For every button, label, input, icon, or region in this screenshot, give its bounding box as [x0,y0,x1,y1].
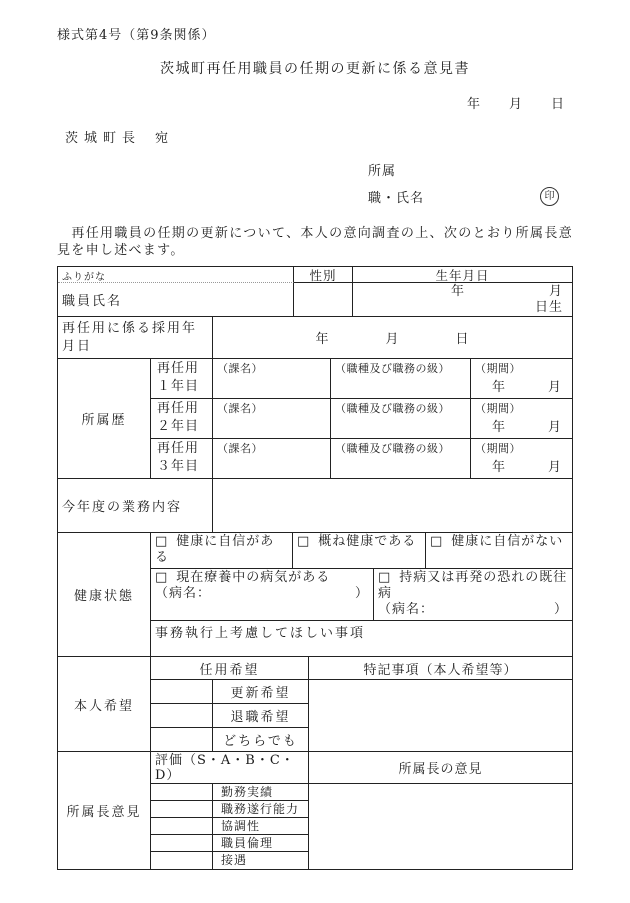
hire-date-label: 再任用に係る採用年月日 [58,317,213,359]
comment-input-cell[interactable] [309,784,572,869]
addressee-suffix: 宛 [155,131,170,146]
history-year-1 [151,359,213,399]
eval-items-col [151,784,309,869]
wish-option-row-either [151,728,309,752]
history-year-2-l2: ２年目 [157,419,200,434]
wish-retire-label: 退職希望 [213,704,309,728]
history-year-2 [151,399,213,439]
form-number: 様式第4号（第9条関係） [57,28,216,43]
health-option-mostly [293,533,426,569]
name-row [58,283,572,317]
health-chronic-label: 持病又は再発の恐れの既往病 [378,570,568,601]
health-current-illness-label: 現在療養中の病気がある [176,570,331,585]
history-section-input-2[interactable]: （課名） [213,399,331,439]
seal-mark-icon: 印 [540,187,559,206]
wish-renew-check-cell[interactable] [151,680,213,704]
eval-row-ethics [151,835,309,852]
history-year-3-l2: ３年目 [157,459,200,474]
eval-ability-input-cell[interactable] [151,801,213,818]
eval-ethics-input-cell[interactable] [151,835,213,852]
health-option-confident [151,533,293,569]
history-period-input-1[interactable] [471,359,572,399]
opinion-form-table [57,266,573,870]
eval-row-ability [151,801,309,818]
health-current-illness-line [155,570,369,586]
eval-cooperation-label: 協調性 [213,818,309,835]
eval-row-service [151,852,309,869]
work-content-label: 今年度の業務内容 [58,479,213,533]
wish-header-row [151,657,572,680]
wish-either-label: どちらでも [213,728,309,752]
disease-close: ） [354,586,369,601]
history-year-3 [151,439,213,479]
history-job-input-3[interactable]: （職種及び職務の級） [331,439,471,479]
history-job-input-1[interactable]: （職種及び職務の級） [331,359,471,399]
disease-open: （病名： [378,602,435,617]
sex-input-cell[interactable] [294,283,353,317]
furigana-header-row [58,267,572,283]
employee-name-cell[interactable]: 職員氏名 [58,283,294,317]
health-consideration-input-cell[interactable]: 事務執行上考慮してほしい事項 [151,621,572,657]
history-period-input-3[interactable] [471,439,572,479]
health-option-mostly-label: 概ね健康である [318,534,417,549]
wish-options-row [151,680,572,752]
health-chronic-line [378,570,568,602]
opinion-body [151,752,572,869]
history-job-input-2[interactable]: （職種及び職務の級） [331,399,471,439]
comment-header: 所属長の意見 [309,752,572,784]
wish-renew-label: 更新希望 [213,680,309,704]
health-section [58,533,572,657]
wish-option-row-retire [151,704,309,728]
wish-label: 本人希望 [58,657,151,752]
notes-input-cell[interactable] [309,680,572,752]
page-title: 茨城町再任用職員の任期の更新に係る意見書 [160,61,470,77]
work-content-input-cell[interactable] [213,479,572,533]
eval-service-input-cell[interactable] [151,852,213,869]
hire-date-input-cell[interactable]: 年 月 日 [213,317,572,359]
birth-year-month: 年 月 [450,284,563,299]
sex-label: 性別 [294,267,353,283]
health-option-chronic [374,569,572,621]
history-period-value-2: 年 月 [491,420,562,435]
health-label: 健康状態 [58,533,151,657]
furigana-label: ふりがな [58,267,294,283]
health-option-current-illness [151,569,374,621]
history-section [58,359,572,479]
addressee-line [57,127,573,146]
history-year-2-l1: 再任用 [157,401,200,416]
eval-performance-label: 勤務実績 [213,784,309,801]
eval-service-label: 接遇 [213,852,309,869]
birth-day: 日生 [534,300,563,315]
history-period-head-3: （期間） [475,442,521,455]
disease-name-input[interactable] [155,586,369,602]
checkbox-icon[interactable]: □ [155,570,168,585]
disease-close: ） [553,602,568,617]
checkbox-icon[interactable]: □ [430,534,443,549]
checkbox-icon[interactable]: □ [155,534,168,549]
eval-row-cooperation [151,818,309,835]
eval-ethics-label: 職員倫理 [213,835,309,852]
wish-either-check-cell[interactable] [151,728,213,752]
birth-label: 生年月日 [353,267,572,283]
eval-performance-input-cell[interactable] [151,784,213,801]
history-body [151,359,572,479]
date-line: 年 月 日 [466,97,565,112]
history-row-2 [151,399,572,439]
history-section-input-1[interactable]: （課名） [213,359,331,399]
opinion-label: 所属長意見 [58,752,151,869]
work-content-row [58,479,572,533]
opinion-section [58,752,572,869]
eval-cooperation-input-cell[interactable] [151,818,213,835]
history-year-1-l1: 再任用 [157,361,200,376]
eval-row-performance [151,784,309,801]
health-option-confident-label: 健康に自信がある [155,534,275,565]
health-row-2 [151,569,572,621]
history-section-input-3[interactable]: （課名） [213,439,331,479]
health-option-not-confident [426,533,572,569]
history-year-3-l1: 再任用 [157,441,200,456]
history-period-value-3: 年 月 [491,460,562,475]
affiliation-label: 所属 [368,164,397,179]
checkbox-icon[interactable]: □ [297,534,310,549]
history-label: 所属歴 [58,359,151,479]
disease-open: （病名： [155,586,212,601]
wish-option-row-renew [151,680,309,704]
disease-name-input[interactable] [378,602,568,618]
notes-header: 特記事項（本人希望等） [309,657,572,680]
wish-options-col [151,680,309,752]
eval-ability-label: 職務遂行能力 [213,801,309,818]
history-row-3 [151,439,572,479]
history-row-1 [151,359,572,399]
opinion-header-row [151,752,572,784]
history-period-input-2[interactable] [471,399,572,439]
health-row-1 [151,533,572,569]
opinion-items-row [151,784,572,869]
wish-section [58,657,572,752]
intro-paragraph: 再任用職員の任期の更新について、本人の意向調査の上、次のとおり所属長意見を申し述べます。 [57,226,573,258]
history-year-1-l2: １年目 [157,379,200,394]
position-name-line [57,187,573,206]
eval-header: 評価（S・A・B・C・D） [151,752,309,784]
wish-retire-check-cell[interactable] [151,704,213,728]
health-body [151,533,572,657]
birth-input-cell[interactable] [353,283,572,317]
history-period-value-1: 年 月 [491,380,562,395]
wish-body [151,657,572,752]
health-option-not-confident-label: 健康に自信がない [451,534,564,549]
position-name-label: 職・氏名 [368,191,425,206]
hire-date-row [58,317,572,359]
history-period-head-2: （期間） [475,402,521,415]
checkbox-icon[interactable]: □ [378,570,391,585]
history-period-head-1: （期間） [475,362,521,375]
appointment-wish-header: 任用希望 [151,657,309,680]
addressee-name: 茨城町長 [65,131,142,146]
health-row-3 [151,621,572,657]
